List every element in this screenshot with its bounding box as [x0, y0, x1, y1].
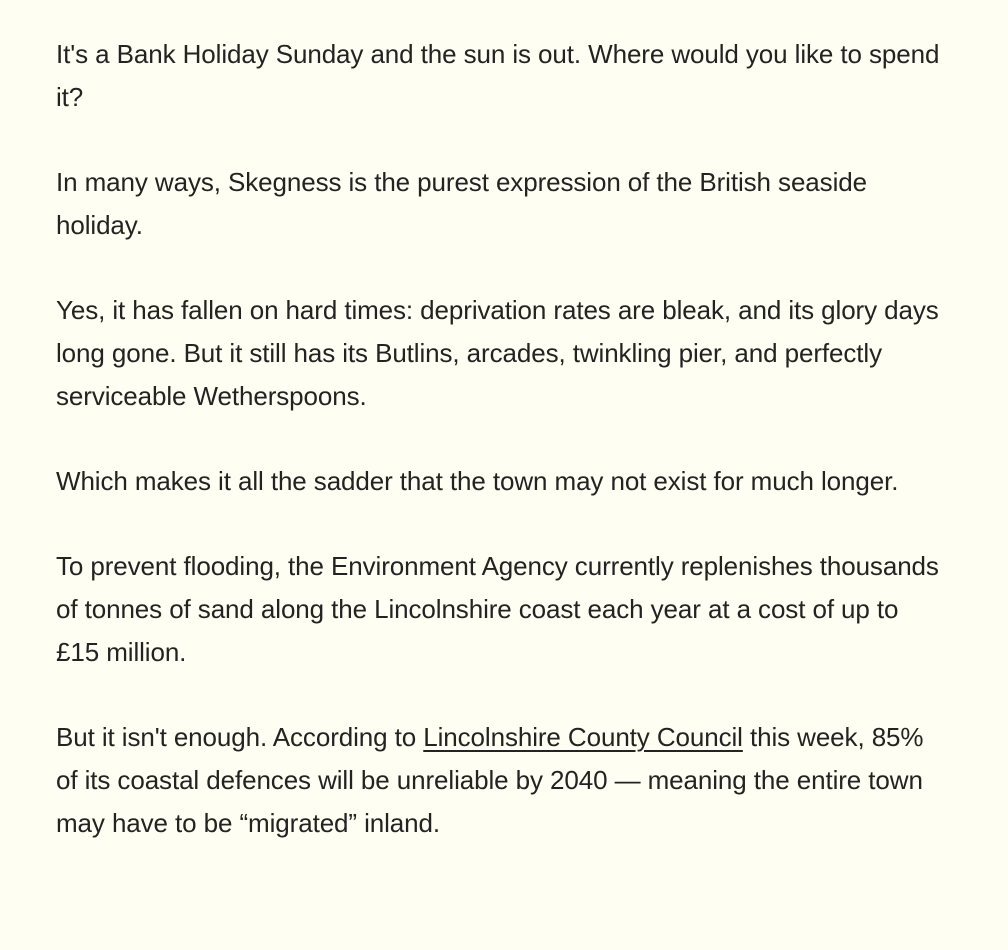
article-body — [56, 33, 946, 887]
paragraph-flooding: To prevent flooding, the Environment Agency currently replenishes thousands of tonnes of sand along the Lincolnshire coast each year at a cost of up to £15 million. — [56, 551, 939, 667]
paragraph-not-enough — [56, 716, 946, 845]
paragraph-hard-times: Yes, it has fallen on hard times: deprivation rates are bleak, and its glory days long gone. But it still has its Butlins, arcades, twinkling pier, and perfectly serviceable Wetherspoons. — [56, 295, 939, 411]
paragraph-skegness-seaside: In many ways, Skegness is the purest expression of the British seaside holiday. — [56, 167, 867, 240]
paragraph-not-enough-text-end: this week, 85% of its coastal defences will be unreliable by 2040 — meaning the entire town may have to be “migrated” inland. — [56, 722, 924, 838]
lincolnshire-county-council-link[interactable]: Lincolnshire County Council — [423, 722, 743, 752]
paragraph-not-enough-text-start: But it isn't enough. According to — [56, 722, 424, 752]
paragraph-bank-holiday: It's a Bank Holiday Sunday and the sun is out. Where would you like to spend it? — [56, 39, 940, 112]
paragraph-sadder: Which makes it all the sadder that the town may not exist for much longer. — [56, 466, 899, 496]
